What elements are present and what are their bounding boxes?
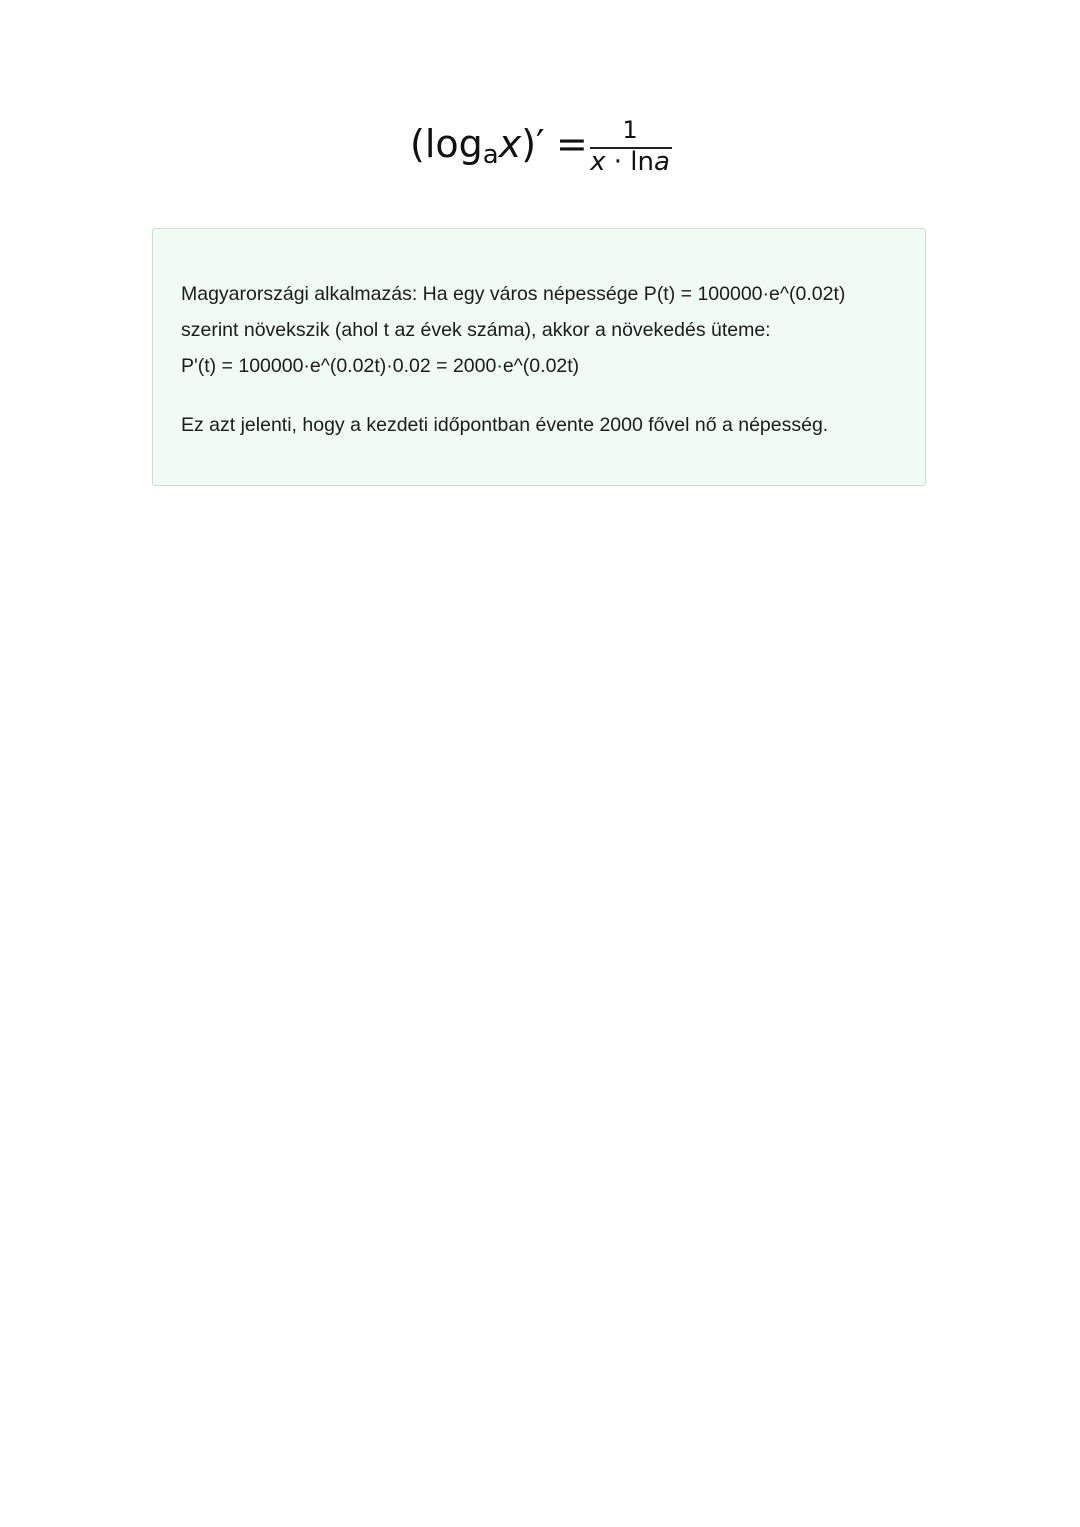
log-derivative-formula	[0, 110, 1080, 190]
formula-fraction	[588, 110, 672, 180]
formula-den-ln: ln	[630, 147, 654, 177]
note-line-2: szerint növekszik (ahol t az évek száma), akkor a növekedés üteme:	[181, 319, 771, 341]
formula-lhs-open: (log	[410, 122, 483, 166]
formula-lhs-close: )′	[521, 122, 545, 166]
note-line-3: P'(t) = 100000·e^(0.02t)·0.02 = 2000·e^(0.02t)	[181, 355, 580, 377]
note-conclusion: Ez azt jelenti, hogy a kezdeti időpontban évente 2000 fővel nő a népesség.	[181, 414, 829, 436]
note-line-1: Magyarországi alkalmazás: Ha egy város népessége P(t) = 100000·e^(0.02t)	[181, 283, 846, 305]
formula-lhs	[410, 122, 545, 171]
formula-den-a: a	[653, 147, 670, 177]
formula-den-x: x	[590, 147, 606, 177]
application-note-box	[152, 228, 926, 486]
formula-lhs-variable: x	[498, 122, 522, 166]
formula-denominator	[588, 147, 672, 177]
formula-log-base: a	[482, 140, 499, 170]
formula-equals-sign: =	[556, 122, 588, 166]
formula-den-dot: ·	[605, 147, 631, 177]
formula-numerator: 1	[622, 116, 638, 144]
